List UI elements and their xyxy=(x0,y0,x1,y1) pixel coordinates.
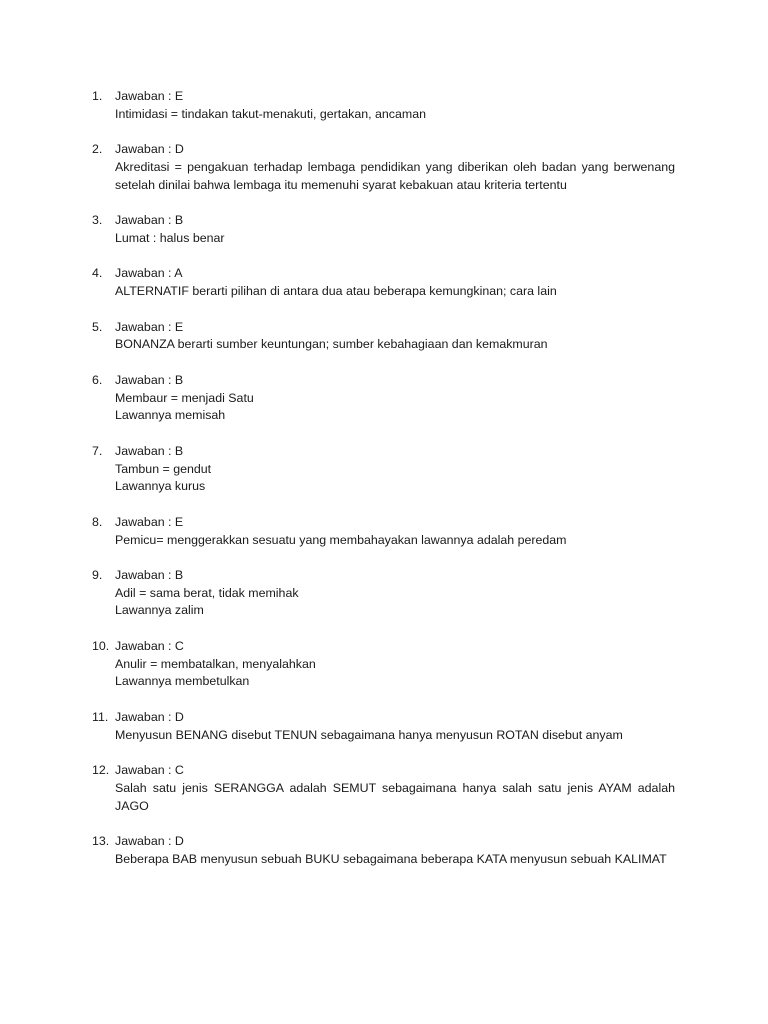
item-number: 12. xyxy=(92,763,110,778)
explanation-line: Lawannya kurus xyxy=(115,479,206,494)
answer-item xyxy=(92,709,675,745)
answer-item xyxy=(92,833,675,869)
answer-key: Jawaban : B xyxy=(115,443,184,458)
item-number: 10. xyxy=(92,638,110,653)
item-number: 6. xyxy=(92,372,103,387)
explanation-line: Lawannya membetulkan xyxy=(115,674,250,689)
item-number: 4. xyxy=(92,266,103,281)
explanation-line: Adil = sama berat, tidak memihak xyxy=(115,585,299,600)
answer-key: Jawaban : D xyxy=(115,834,184,849)
answer-item xyxy=(92,514,675,550)
explanation-text: Menyusun BENANG disebut TENUN sebagaimana hanya menyusun ROTAN disebut anyam xyxy=(115,727,623,742)
explanation-line: Membaur = menjadi Satu xyxy=(115,390,254,405)
item-number: 9. xyxy=(92,567,103,582)
explanation-line: Intimidasi = tindakan takut-menakuti, gertakan, ancaman xyxy=(115,106,426,121)
answer-item xyxy=(92,212,675,248)
answer-key: Jawaban : E xyxy=(115,514,184,529)
answer-item xyxy=(92,319,675,355)
answer-key: Jawaban : B xyxy=(115,372,184,387)
explanation-line: Pemicu= menggerakkan sesuatu yang membahayakan lawannya adalah peredam xyxy=(115,532,567,547)
answer-key: Jawaban : B xyxy=(115,567,184,582)
answer-key: Jawaban : E xyxy=(115,319,184,334)
answer-key: Jawaban : D xyxy=(115,142,184,157)
explanation-text: Salah satu jenis SERANGGA adalah SEMUT sebagaimana hanya salah satu jenis AYAM adalah JAGO xyxy=(115,780,675,813)
explanation-line: Tambun = gendut xyxy=(115,461,212,476)
answer-key: Jawaban : C xyxy=(115,638,184,653)
explanation-line: Anulir = membatalkan, menyalahkan xyxy=(115,656,316,671)
answer-item xyxy=(92,762,675,815)
answer-key: Jawaban : D xyxy=(115,709,184,724)
item-number: 1. xyxy=(92,89,103,103)
item-number: 3. xyxy=(92,213,103,228)
explanation-text: Beberapa BAB menyusun sebuah BUKU sebagaimana beberapa KATA menyusun sebuah KALIMAT xyxy=(115,851,667,866)
answer-item xyxy=(92,567,675,620)
explanation-line: Lumat : halus benar xyxy=(115,230,225,245)
answer-item xyxy=(92,88,675,124)
answer-item xyxy=(92,443,675,496)
item-number: 8. xyxy=(92,514,103,529)
answer-key: Jawaban : B xyxy=(115,213,184,228)
item-number: 11. xyxy=(92,709,109,724)
item-number: 13. xyxy=(92,834,110,849)
answer-list xyxy=(92,88,675,886)
explanation-line: Lawannya memisah xyxy=(115,408,226,423)
explanation-line: Lawannya zalim xyxy=(115,603,204,618)
answer-key: Jawaban : E xyxy=(115,89,184,103)
answer-item xyxy=(92,141,675,194)
item-number: 2. xyxy=(92,142,103,157)
explanation-line: BONANZA berarti sumber keuntungan; sumber kebahagiaan dan kemakmuran xyxy=(115,337,548,352)
answer-item xyxy=(92,372,675,425)
answer-item xyxy=(92,265,675,301)
explanation-line: ALTERNATIF berarti pilihan di antara dua atau beberapa kemungkinan; cara lain xyxy=(115,284,557,299)
item-number: 5. xyxy=(92,319,103,334)
answer-item xyxy=(92,638,675,691)
answer-key: Jawaban : A xyxy=(115,266,183,281)
item-number: 7. xyxy=(92,443,103,458)
answer-key: Jawaban : C xyxy=(115,763,184,778)
explanation-text: Akreditasi = pengakuan terhadap lembaga pendidikan yang diberikan oleh badan yang berwenang setelah dinilai bahwa lembaga itu memenuhi syarat kebakuan atau kriteria tertentu xyxy=(115,159,675,192)
